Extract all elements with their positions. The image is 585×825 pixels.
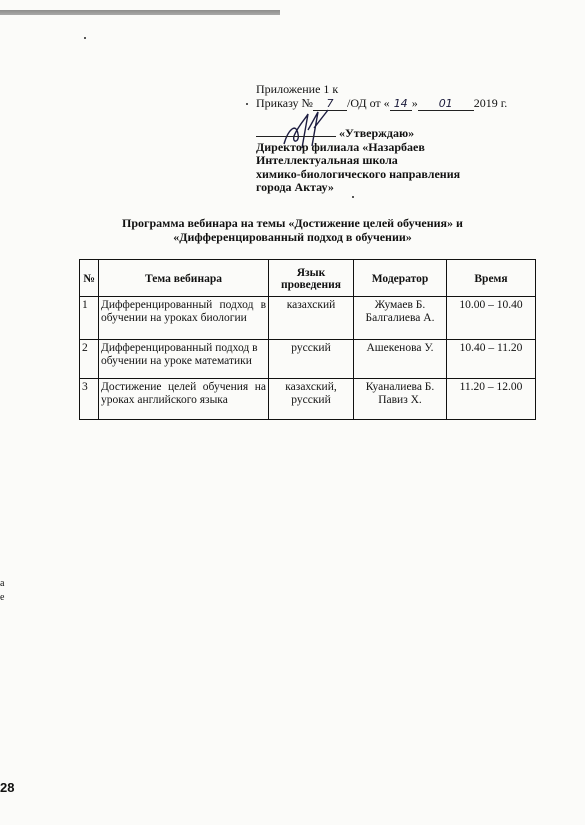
approval-header-row <box>256 125 460 141</box>
header-topic: Тема вебинара <box>99 260 269 297</box>
margin-fragment: е <box>0 592 5 603</box>
title-line-1: Программа вебинара на темы «Достижение целей обучения» и <box>122 216 463 230</box>
cell-time: 10.00 – 10.40 <box>447 297 536 340</box>
approval-header: «Утверждаю» <box>339 126 415 140</box>
cell-time: 11.20 – 12.00 <box>447 379 536 420</box>
document-title <box>0 216 585 244</box>
cell-number: 1 <box>80 297 99 340</box>
table-header-row <box>80 260 536 297</box>
order-mid: /ОД от « <box>347 96 390 110</box>
table-row <box>80 379 536 420</box>
margin-fragment: а <box>0 578 5 589</box>
order-prefix: Приказу № <box>256 96 313 110</box>
cell-number: 3 <box>80 379 99 420</box>
page-number: 28 <box>0 780 15 795</box>
cell-language: казахский, русский <box>269 379 354 420</box>
cell-topic: Дифференцированный подход в обучении на уроке математики <box>99 340 269 379</box>
table-row <box>80 297 536 340</box>
scan-edge-bar <box>0 10 280 15</box>
approval-block <box>256 125 460 195</box>
approval-line: Интеллектуальная школа <box>256 153 398 167</box>
scan-speck <box>246 103 248 105</box>
appendix-header <box>256 82 507 111</box>
cell-moderator: Куаналиева Б. Павиз Х. <box>354 379 447 420</box>
title-line-2: «Дифференцированный подход в обучении» <box>173 230 412 244</box>
order-number: 7 <box>313 98 347 111</box>
cell-number: 2 <box>80 340 99 379</box>
order-month: 01 <box>418 98 474 111</box>
approval-line: химико-биологического направления <box>256 166 461 181</box>
order-suffix: 2019 г. <box>473 96 508 110</box>
signature-line <box>256 125 336 137</box>
cell-moderator: Жумаев Б. Балгалиева А. <box>354 297 447 340</box>
cell-topic: Достижение целей обучения на уроках английского языка <box>99 379 269 420</box>
header-number: № <box>80 260 99 297</box>
header-moderator: Модератор <box>354 260 447 297</box>
cell-language: казахский <box>269 297 354 340</box>
order-day: 14 <box>390 98 412 111</box>
scan-speck <box>84 37 86 39</box>
order-sep: » <box>411 96 418 110</box>
cell-language: русский <box>269 340 354 379</box>
approval-line: города Актау» <box>256 180 334 194</box>
header-time: Время <box>447 260 536 297</box>
cell-time: 10.40 – 11.20 <box>447 340 536 379</box>
appendix-line-1: Приложение 1 к <box>256 82 339 96</box>
scan-speck <box>352 196 354 198</box>
header-language: Язык проведения <box>269 260 354 297</box>
cell-moderator: Ашекенова У. <box>354 340 447 379</box>
table-row <box>80 340 536 379</box>
webinar-program-table <box>79 259 536 420</box>
approval-line: Директор филиала «Назарбаев <box>256 139 425 154</box>
cell-topic: Дифференцированный подход в обучении на уроках биологии <box>99 297 269 340</box>
